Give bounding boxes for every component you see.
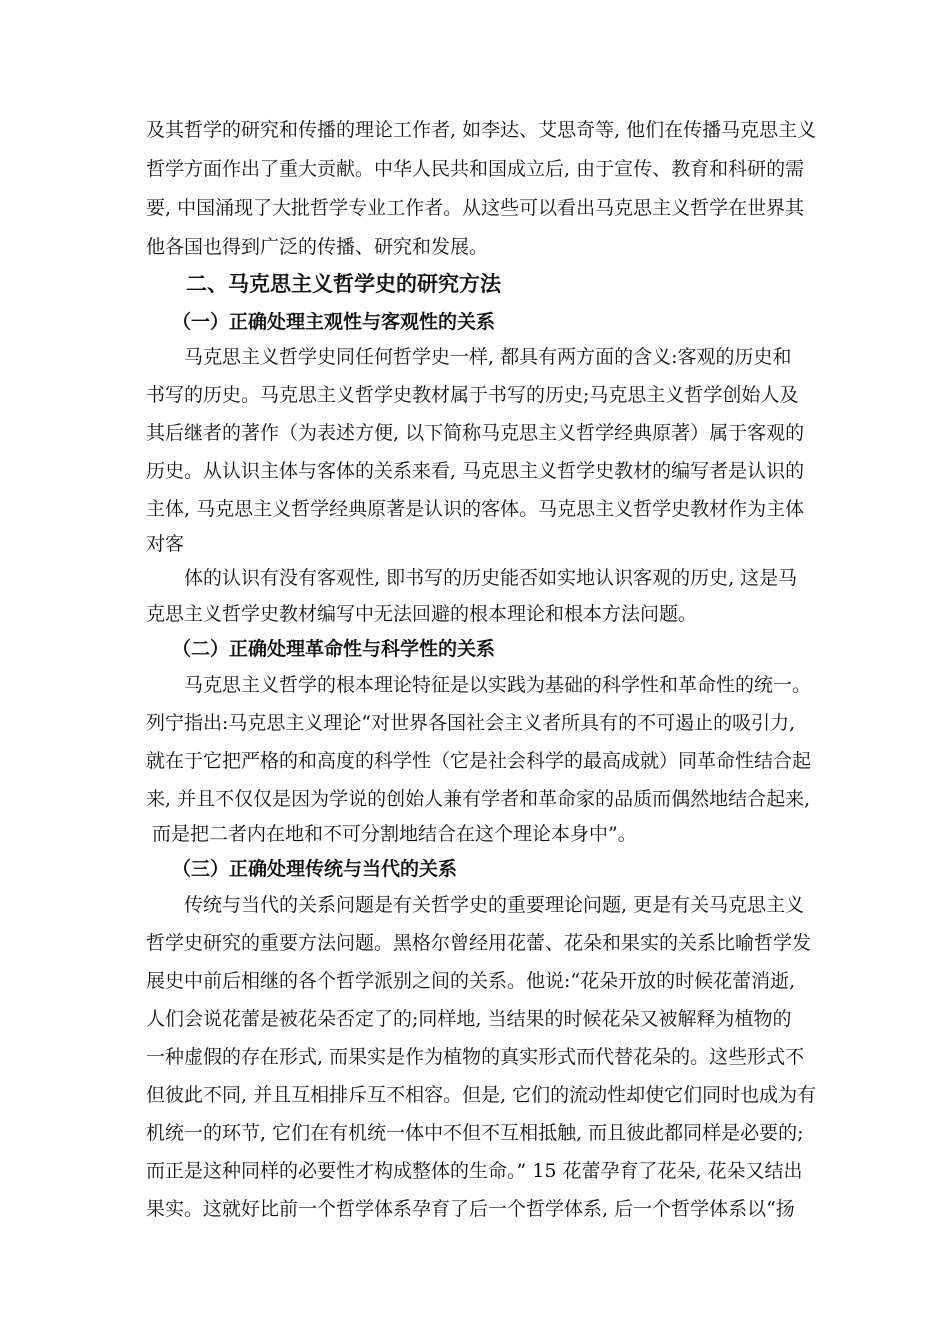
paragraph-line: 果实。这就好比前一个哲学体系孕育了后一个哲学体系, 后一个哲学体系以“扬: [146, 1198, 795, 1220]
paragraph-line: 哲学方面作出了重大贡献。中华人民共和国成立后, 由于宣传、教育和科研的需: [146, 158, 805, 180]
paragraph-line: 列宁指出:马克思主义理论“对世界各国社会主义者所具有的不可遏止的吸引力,: [146, 712, 796, 734]
paragraph-line: 就在于它把严格的和高度的科学性（它是社会科学的最高成就）同革命性结合起: [146, 750, 812, 772]
paragraph-line: 对客: [146, 533, 185, 555]
paragraph-line: 马克思主义哲学的根本理论特征是以实践为基础的科学性和革命性的统一。: [184, 674, 812, 696]
paragraph-line: 其后继者的著作（为表述方便, 以下简称马克思主义哲学经典原著）属于客观的: [146, 422, 805, 444]
paragraph-line: 及其哲学的研究和传播的理论工作者, 如李达、艾思奇等, 他们在传播马克思主义: [146, 119, 816, 141]
subsection-heading: （二）正确处理革命性与科学性的关系: [172, 638, 496, 660]
paragraph-line: 来, 并且不仅仅是因为学说的创始人兼有学者和革命家的品质而偶然地结合起来,: [146, 788, 811, 810]
paragraph-line: 但彼此不同, 并且互相排斥互不相容。但是, 它们的流动性却使它们同时也成为有: [146, 1084, 816, 1106]
paragraph-line: 展史中前后相继的各个哲学派别之间的关系。他说:“花朵开放的时候花蕾消逝,: [146, 970, 796, 992]
paragraph-line: 书写的历史。马克思主义哲学史教材属于书写的历史;马克思主义哲学创始人及: [146, 384, 799, 406]
paragraph-line: 人们会说花蕾是被花朵否定了的;同样地, 当结果的时候花朵又被解释为植物的: [146, 1008, 792, 1030]
subsection-heading: （一）正确处理主观性与客观性的关系: [172, 311, 496, 333]
paragraph-line: 传统与当代的关系问题是有关哲学史的重要理论问题, 更是有关马克思主义: [184, 894, 805, 916]
paragraph-line: 历史。从认识主体与客体的关系来看, 马克思主义哲学史教材的编写者是认识的: [146, 460, 805, 482]
section-heading: 二、马克思主义哲学史的研究方法: [186, 271, 501, 296]
paragraph-line: 克思主义哲学史教材编写中无法回避的根本理论和根本方法问题。: [146, 603, 698, 625]
paragraph-line: 马克思主义哲学史同任何哲学史一样, 都具有两方面的含义:客观的历史和: [184, 346, 792, 368]
paragraph-line: 主体, 马克思主义哲学经典原著是认识的客体。马克思主义哲学史教材作为主体: [146, 498, 805, 520]
paragraph-line: 一种虚假的存在形式, 而果实是作为植物的真实形式而代替花朵的。这些形式不: [146, 1046, 805, 1068]
paragraph-line: 而正是这种同样的必要性才构成整体的生命。” 15 花蕾孕育了花朵, 花朵又结出: [146, 1160, 803, 1182]
paragraph-line: 而是把二者内在地和不可分割地结合在这个理论本身中”。: [146, 823, 637, 845]
paragraph-line: 哲学史研究的重要方法问题。黑格尔曾经用花蕾、花朵和果实的关系比喻哲学发: [146, 932, 812, 954]
paragraph-line: 机统一的环节, 它们在有机统一体中不但不互相抵触, 而且彼此都同样是必要的;: [146, 1122, 804, 1144]
subsection-heading: （三）正确处理传统与当代的关系: [172, 858, 458, 880]
paragraph-line: 他各国也得到广泛的传播、研究和发展。: [146, 236, 489, 258]
paragraph-line: 体的认识有没有客观性, 即书写的历史能否如实地认识客观的历史, 这是马: [184, 567, 798, 589]
paragraph-line: 要, 中国涌现了大批哲学专业工作者。从这些可以看出马克思主义哲学在世界其: [146, 197, 805, 219]
